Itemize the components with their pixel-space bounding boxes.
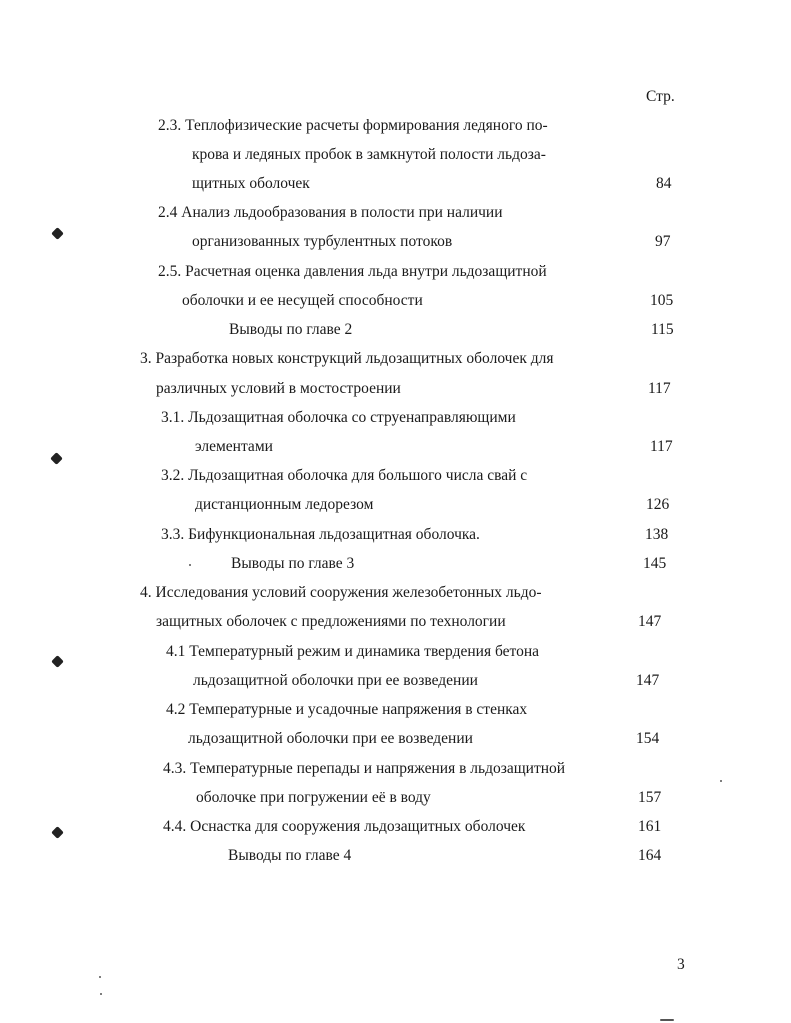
- toc-page-number: 147: [638, 613, 662, 630]
- toc-page-number: 117: [648, 380, 671, 397]
- scan-speck: [660, 1019, 674, 1021]
- toc-page-number: 115: [651, 321, 674, 338]
- toc-page-number: 105: [650, 292, 674, 309]
- binder-hole-mark-icon: [51, 227, 64, 240]
- toc-line: 4.1 Температурный режим и динамика твердения бетона: [166, 643, 540, 660]
- binder-hole-mark-icon: [51, 826, 64, 839]
- toc-line: защитных оболочек с предложениями по технологии: [156, 613, 506, 630]
- scan-speck: [100, 993, 102, 995]
- scan-speck: [720, 780, 722, 782]
- toc-line: различных условий в мостостроении: [156, 380, 401, 397]
- toc-line: льдозащитной оболочки при ее возведении: [188, 730, 473, 747]
- toc-line: 4.3. Температурные перепады и напряжения в льдозащитной: [163, 760, 566, 777]
- toc-page-number: 97: [655, 233, 671, 250]
- toc-page-number: 154: [636, 730, 660, 747]
- toc-page-number: 161: [638, 818, 662, 835]
- toc-line: Выводы по главе 3: [231, 555, 355, 572]
- toc-line: 4. Исследования условий сооружения железобетонных льдо-: [140, 584, 542, 601]
- toc-line: 4.4. Оснастка для сооружения льдозащитных оболочек: [163, 818, 526, 835]
- toc-line: оболочке при погружении её в воду: [196, 789, 431, 806]
- toc-line: организованных турбулентных потоков: [192, 233, 453, 250]
- page-number: 3: [677, 956, 685, 973]
- toc-page-number: 157: [638, 789, 662, 806]
- toc-line: льдозащитной оболочки при ее возведении: [193, 672, 478, 689]
- toc-page-number: 164: [638, 847, 662, 864]
- toc-line: элементами: [195, 438, 273, 455]
- toc-line: 3.2. Льдозащитная оболочка для большого числа свай с: [161, 467, 528, 484]
- toc-line: 2.3. Теплофизические расчеты формирования ледяного по-: [158, 117, 548, 134]
- toc-line: оболочки и ее несущей способности: [182, 292, 423, 309]
- toc-page-number: 145: [643, 555, 667, 572]
- toc-page-number: 126: [646, 496, 670, 513]
- toc-line: 3.1. Льдозащитная оболочка со струенаправляющими: [161, 409, 516, 426]
- toc-line: Выводы по главе 2: [229, 321, 353, 338]
- toc-page-number: 117: [650, 438, 673, 455]
- binder-hole-mark-icon: [51, 655, 64, 668]
- toc-line: крова и ледяных пробок в замкнутой полости льдоза-: [192, 146, 546, 163]
- toc-line: 2.4 Анализ льдообразования в полости при наличии: [158, 204, 503, 221]
- toc-page-number: 138: [645, 526, 669, 543]
- toc-line: 4.2 Температурные и усадочные напряжения в стенках: [166, 701, 528, 718]
- scan-speck: [189, 564, 191, 566]
- toc-line: 3. Разработка новых конструкций льдозащитных оболочек для: [140, 350, 554, 367]
- binder-hole-mark-icon: [50, 452, 63, 465]
- toc-line: щитных оболочек: [192, 175, 310, 192]
- toc-line: Выводы по главе 4: [228, 847, 352, 864]
- scan-speck: [99, 976, 101, 978]
- toc-line: дистанционным ледорезом: [195, 496, 374, 513]
- toc-page-number: 147: [636, 672, 660, 689]
- toc-line: 3.3. Бифункциональная льдозащитная оболочка.: [161, 526, 480, 543]
- page-column-header: Стр.: [646, 88, 675, 105]
- toc-page-number: 84: [656, 175, 672, 192]
- toc-line: 2.5. Расчетная оценка давления льда внутри льдозащитной: [158, 263, 547, 280]
